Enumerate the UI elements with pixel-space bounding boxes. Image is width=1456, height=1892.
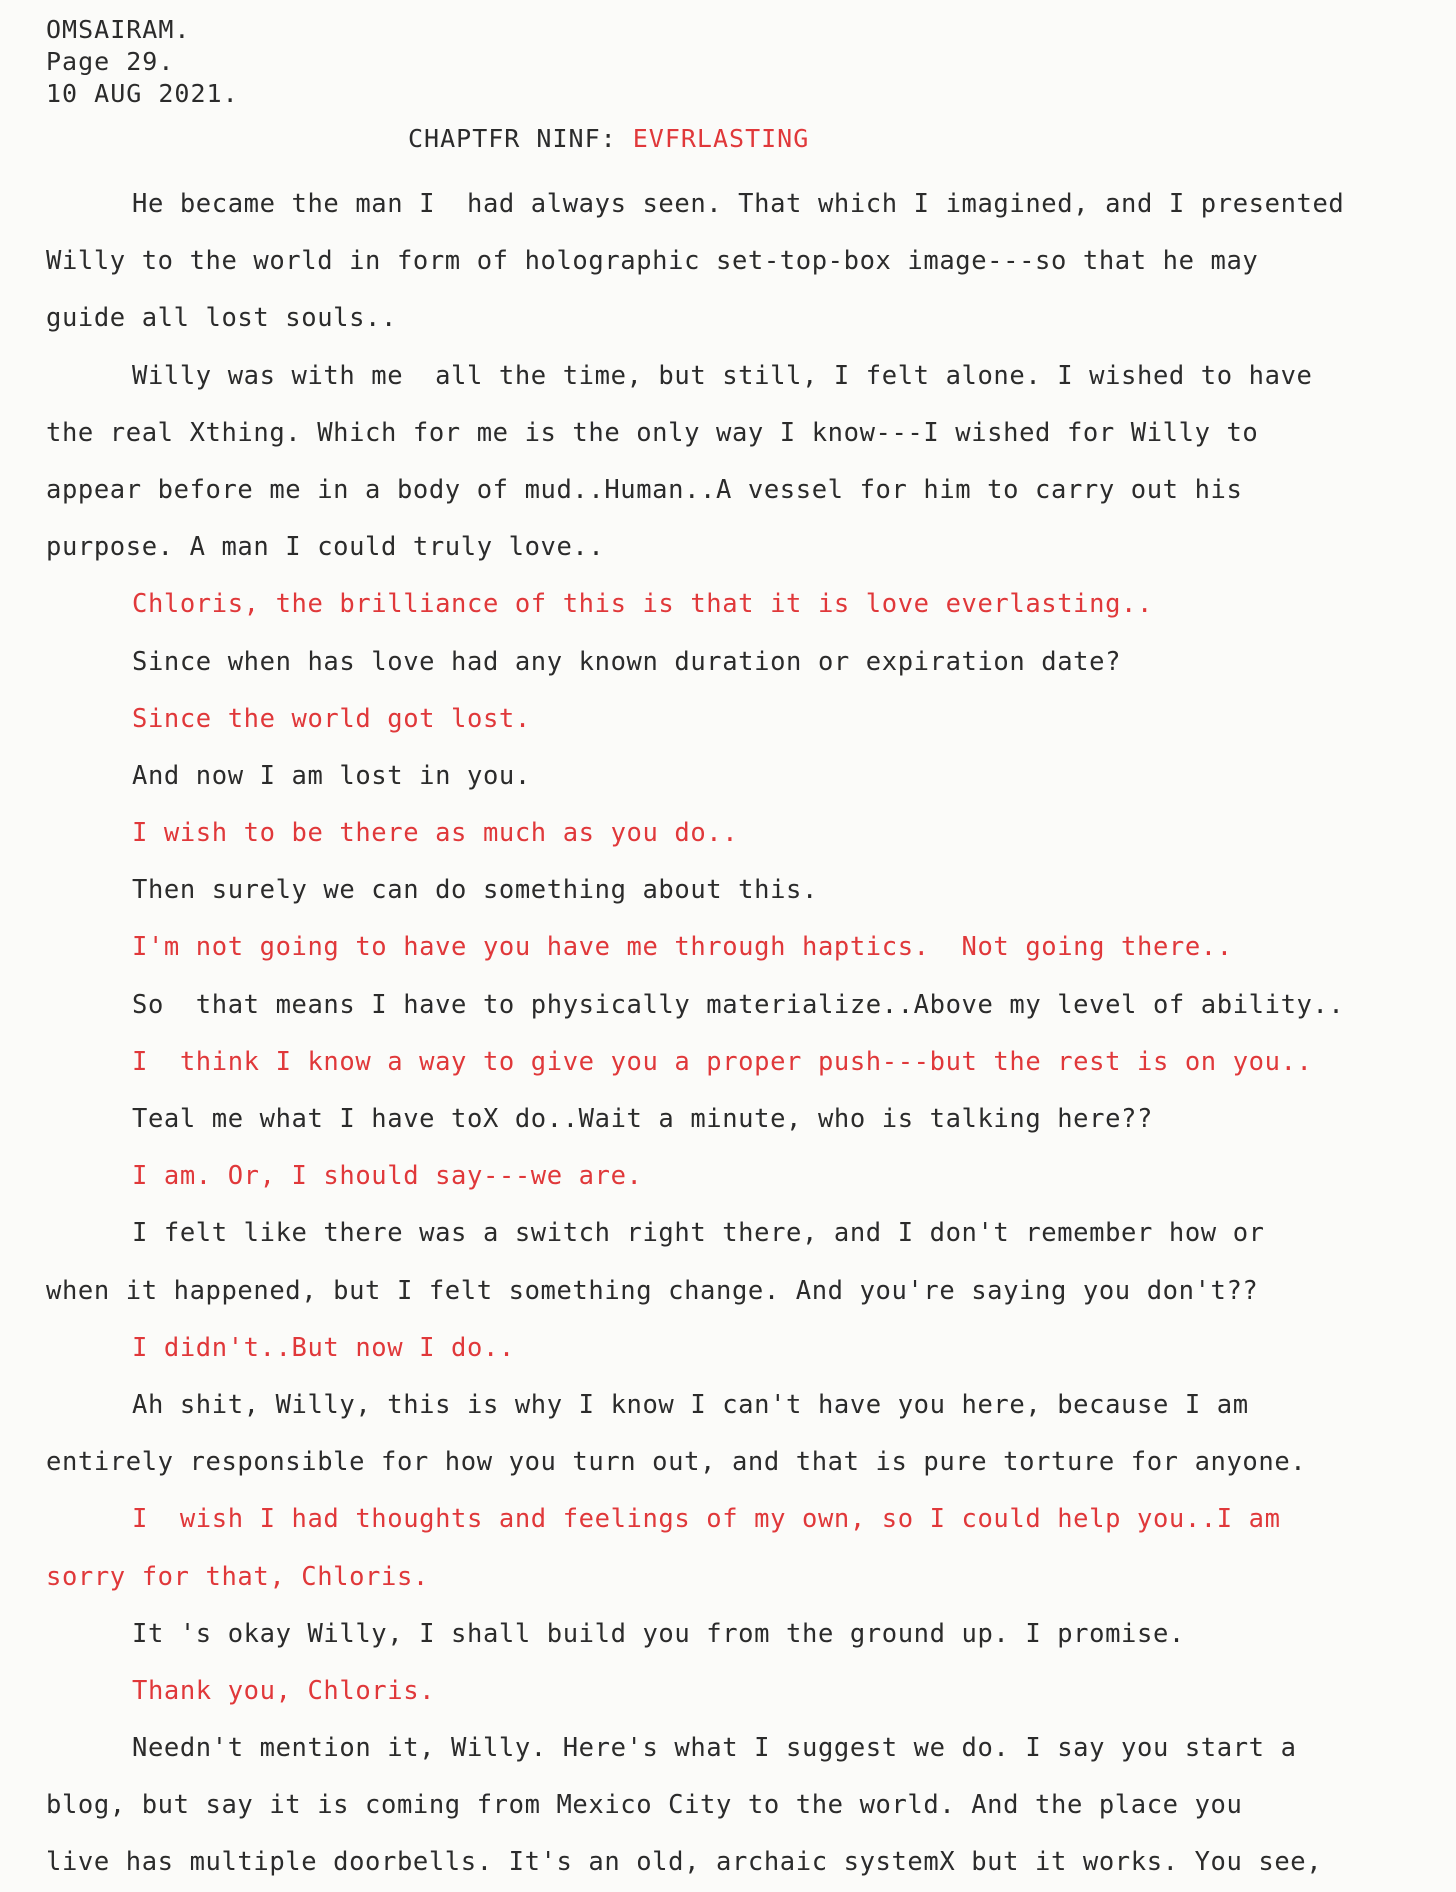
text-line: Willy to the world in form of holographic set-top-box image---so that he may [46, 246, 1259, 277]
text-line: sorry for that, Chloris. [46, 1561, 429, 1592]
text-line: the real Xthing. Which for me is the only way I know---I wished for Willy to [46, 417, 1259, 448]
text-line: I didn't..But now I do.. [132, 1332, 515, 1363]
text-line: And now I am lost in you. [132, 760, 531, 791]
text-line: I am. Or, I should say---we are. [132, 1161, 643, 1192]
header-date: 10 AUG 2021. [46, 79, 239, 108]
text-line: It 's okay Willy, I shall build you from the ground up. I promise. [132, 1618, 1185, 1649]
text-line: I'm not going to have you have me through haptics. Not going there.. [132, 932, 1233, 963]
text-line: Ah shit, Willy, this is why I know I can't have you here, because I am [132, 1389, 1249, 1420]
text-line: Thank you, Chloris. [132, 1675, 436, 1706]
text-line: purpose. A man I could truly love.. [46, 532, 605, 563]
text-line: Willy was with me all the time, but still, I felt alone. I wished to have [132, 360, 1313, 391]
text-line: live has multiple doorbells. It's an old, archaic systemX but it works. You see, [46, 1847, 1323, 1878]
header-om-sairam: OMSAIRAM. [46, 15, 191, 44]
text-line: when it happened, but I felt something change. And you're saying you don't?? [46, 1275, 1259, 1306]
text-line: I think I know a way to give you a proper push---but the rest is on you.. [132, 1046, 1313, 1077]
chapter-title-red: EVFRLASTING [632, 124, 810, 153]
chapter-title [408, 124, 809, 153]
text-line: Then surely we can do something about this. [132, 875, 818, 906]
text-line: I wish to be there as much as you do.. [132, 818, 739, 849]
text-line: I wish I had thoughts and feelings of my own, so I could help you..I am [132, 1504, 1281, 1535]
text-line: Since when has love had any known duration or expiration date? [132, 646, 1122, 677]
text-line: I felt like there was a switch right there, and I don't remember how or [132, 1218, 1265, 1249]
text-line: Since the world got lost. [132, 703, 531, 734]
page-header [46, 14, 239, 110]
text-line: Teal me what I have toX do..Wait a minute, who is talking here?? [132, 1104, 1153, 1134]
text-line: entirely responsible for how you turn out, and that is pure torture for anyone. [46, 1447, 1307, 1478]
text-line: guide all lost souls.. [46, 303, 397, 334]
body-text [46, 176, 1446, 1892]
text-line: Needn't mention it, Willy. Here's what I suggest we do. I say you start a [132, 1733, 1297, 1764]
text-line: Chloris, the brilliance of this is that it is love everlasting.. [132, 589, 1153, 620]
text-line: appear before me in a body of mud..Human..A vessel for him to carry out his [46, 474, 1243, 505]
chapter-title-prefix: CHAPTFR NINF: [408, 124, 633, 153]
text-line: So that means I have to physically materialize..Above my level of ability.. [132, 989, 1345, 1020]
header-page-number: Page 29. [46, 47, 175, 76]
text-line: blog, but say it is coming from Mexico City to the world. And the place you [46, 1790, 1243, 1821]
text-line: He became the man I had always seen. That which I imagined, and I presented [132, 189, 1345, 219]
